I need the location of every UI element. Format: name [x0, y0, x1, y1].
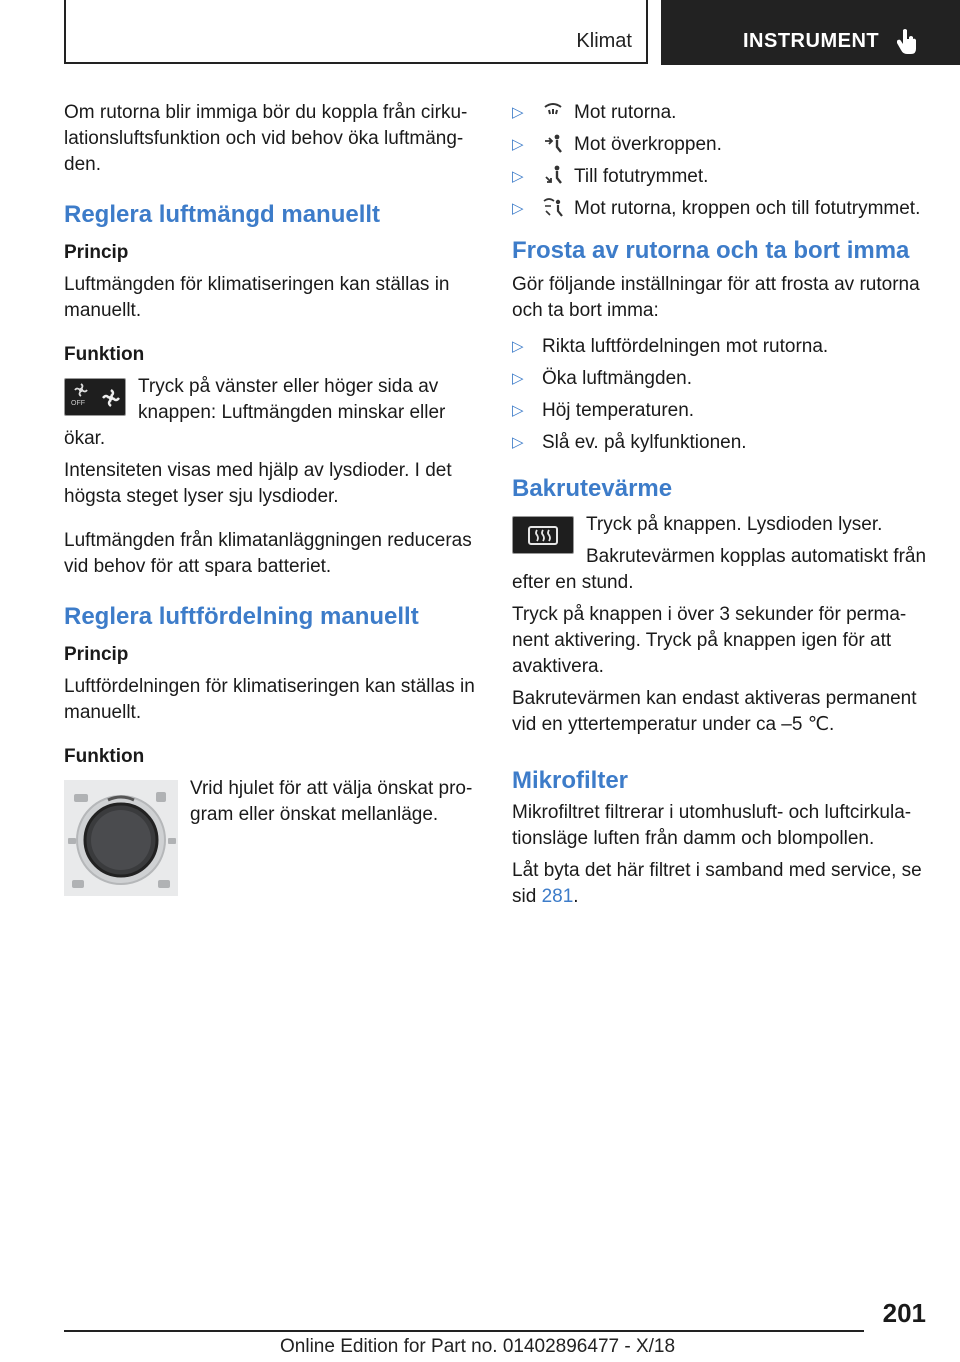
- bullet-triangle-icon: ▷: [512, 168, 524, 185]
- defrost-intro: Gör följande inställningar för att frosta av rutorna och ta bort imma:: [512, 274, 920, 321]
- hand-pointer-icon: [897, 28, 919, 54]
- airflow-mode-list: [512, 100, 930, 222]
- intro-paragraph: Om rutorna blir immiga bör du koppla från cirku-lationsluftsfunktion och vid behov öka luftmäng-den.: [64, 102, 468, 175]
- list-item: ▷ Mot överkroppen.: [512, 132, 930, 158]
- subheading-princip-2: Princip: [64, 644, 129, 665]
- header-chapter-box: [64, 0, 648, 64]
- bullet-triangle-icon: ▷: [512, 370, 524, 387]
- distribution-knob-image: [64, 780, 178, 896]
- battery-saving-text: Luftmängden från klimatanläggningen reduceras vid behov för att spara batteriet.: [64, 530, 472, 577]
- rear-heating-p4: Bakrutevärmen kan endast aktiveras permanent vid en yttertemperatur under ca –5 ℃.: [512, 688, 917, 735]
- bullet-triangle-icon: ▷: [512, 338, 524, 355]
- chapter-title: Klimat: [576, 30, 632, 52]
- footwell-airflow-icon: [542, 165, 564, 185]
- microfilter-p1: Mikrofiltret filtrerar i utomhusluft- och luftcirkula-tionsläge luften från damm och blompollen.: [512, 802, 912, 849]
- funktion-text-2: Vrid hjulet för att välja önskat pro-gram eller önskat mellanläge.: [190, 778, 473, 825]
- heading-microfilter: Mikrofilter: [512, 767, 629, 794]
- rear-window-button-image: [512, 516, 574, 554]
- subheading-funktion-2: Funktion: [64, 746, 145, 767]
- fan-large-icon: [101, 389, 121, 407]
- edition-line: Online Edition for Part no. 01402896477 - X/18: [280, 1336, 676, 1357]
- bullet-triangle-icon: ▷: [512, 104, 524, 121]
- bullet-triangle-icon: ▷: [512, 200, 524, 217]
- microfilter-p2: Låt byta det här filtret i samband med service, se sid 281.: [512, 860, 922, 907]
- bullet-triangle-icon: ▷: [512, 136, 524, 153]
- rear-heating-p1: Tryck på knappen. Lysdioden lyser.: [586, 514, 883, 535]
- footer-divider: [64, 1330, 864, 1332]
- subheading-funktion-1: Funktion: [64, 344, 145, 365]
- heading-air-distribution: Reglera luftfördelning manuellt: [64, 603, 419, 630]
- page-reference-link[interactable]: 281: [541, 886, 574, 907]
- list-item: ▷ Höj temperaturen.: [512, 398, 930, 424]
- right-column: [512, 100, 930, 916]
- off-label: OFF: [71, 400, 85, 407]
- list-item: ▷ Rikta luftfördelningen mot rutorna.: [512, 334, 930, 360]
- all-zones-airflow-icon: [542, 197, 564, 217]
- section-title: INSTRUMENT: [743, 30, 880, 52]
- list-item: ▷ Mot rutorna.: [512, 100, 930, 126]
- bullet-triangle-icon: ▷: [512, 402, 524, 419]
- heading-air-volume: Reglera luftmängd manuellt: [64, 201, 381, 228]
- list-item: ▷ Till fotutrymmet.: [512, 164, 930, 190]
- rear-defrost-icon: [512, 516, 574, 554]
- upper-body-airflow-icon: [542, 133, 564, 153]
- heading-defrost: Frosta av rutorna och ta bort imma: [512, 237, 910, 264]
- subheading-princip-1: Princip: [64, 242, 129, 263]
- bullet-triangle-icon: ▷: [512, 434, 524, 451]
- fan-speed-button-image: [64, 378, 126, 416]
- rear-window-block: [512, 512, 930, 602]
- left-column: [64, 100, 478, 898]
- list-item: ▷ Mot rutorna, kroppen och till fotutrymmet.: [512, 196, 930, 222]
- funktion-block-1: [64, 374, 478, 452]
- heading-rear-window-heating: Bakrutevärme: [512, 475, 673, 502]
- princip-text-1: Luftmängden för klimatiseringen kan ställas in manuellt.: [64, 274, 450, 321]
- rear-heating-p3: Tryck på knappen i över 3 sekunder för perma-nent aktivering. Tryck på knappen igen för att avaktivera.: [512, 604, 907, 677]
- list-item: ▷ Öka luftmängden.: [512, 366, 930, 392]
- rotary-knob-icon: [64, 780, 178, 896]
- funktion-block-2: [64, 776, 478, 898]
- list-item: ▷ Slå ev. på kylfunktionen.: [512, 430, 930, 456]
- header-section-box: [661, 0, 960, 65]
- page-number: 201: [882, 1298, 926, 1328]
- led-intensity-text: Intensiteten visas med hjälp av lysdioder. I det högsta steget lyser sju lysdioder.: [64, 460, 452, 507]
- windshield-airflow-icon: [542, 101, 564, 121]
- princip-text-2: Luftfördelningen för klimatiseringen kan ställas in manuellt.: [64, 676, 475, 723]
- fan-small-icon: [73, 383, 89, 397]
- defrost-steps-list: [512, 334, 930, 456]
- rear-heating-p2: Bakrutevärmen kopplas automatiskt från efter en stund.: [512, 546, 927, 593]
- funktion-text-1: Tryck på vänster eller höger sida av knappen: Luftmängden minskar eller ökar.: [64, 376, 446, 449]
